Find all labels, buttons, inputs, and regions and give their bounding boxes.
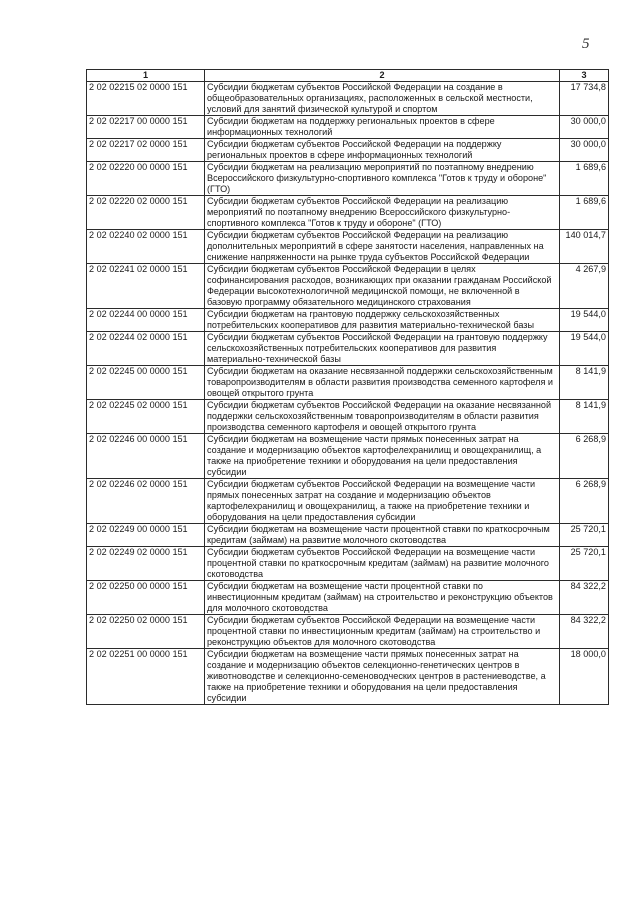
table-row [87,479,609,524]
row-description: Субсидии бюджетам на возмещение части процентной ставки по инвестиционным кредитам (займам) на строительство и реконструкцию объектов для молочного скотоводства [205,581,560,615]
row-code: 2 02 02250 02 0000 151 [87,615,205,649]
row-amount: 1 689,6 [560,162,609,196]
row-code: 2 02 02220 00 0000 151 [87,162,205,196]
row-code: 2 02 02240 02 0000 151 [87,230,205,264]
row-description: Субсидии бюджетам на оказание несвязанной поддержки сельскохозяйственным товаропроизводителям в области развития производства семенного картофеля и овощей открытого грунта [205,366,560,400]
row-code: 2 02 02244 02 0000 151 [87,332,205,366]
row-amount: 1 689,6 [560,196,609,230]
row-amount: 6 268,9 [560,434,609,479]
table-row [87,524,609,547]
table-row [87,649,609,705]
row-description: Субсидии бюджетам субъектов Российской Федерации на возмещение части процентной ставки по инвестиционным кредитам (займам) на строительство и реконструкцию объектов для молочного скотоводства [205,615,560,649]
page-number: 5 [582,36,590,52]
row-code: 2 02 02244 00 0000 151 [87,309,205,332]
table-row [87,434,609,479]
row-amount: 18 000,0 [560,649,609,705]
row-code: 2 02 02220 02 0000 151 [87,196,205,230]
table-header-row [87,70,609,82]
row-amount: 140 014,7 [560,230,609,264]
table-row [87,139,609,162]
row-description: Субсидии бюджетам субъектов Российской Федерации на оказание несвязанной поддержки сельскохозяйственным товаропроизводителям в области развития производства семенного картофеля и овощей открытого грунта [205,400,560,434]
row-description: Субсидии бюджетам на реализацию мероприятий по поэтапному внедрению Всероссийского физкультурно-спортивного комплекса "Готов к труду и обороне" (ГТО) [205,162,560,196]
row-amount: 30 000,0 [560,139,609,162]
row-description: Субсидии бюджетам субъектов Российской Федерации на создание в общеобразовательных организациях, расположенных в сельской местности, условий для занятий физической культурой и спортом [205,82,560,116]
row-amount: 19 544,0 [560,332,609,366]
row-description: Субсидии бюджетам субъектов Российской Федерации на возмещение части прямых понесенных затрат на создание и модернизацию объектов картофелехранилищ и овощехранилищ, а также на приобретение техники и оборудования на цели предоставления субсидии [205,479,560,524]
table-row [87,196,609,230]
header-col-description: 2 [205,70,560,82]
table-body [87,82,609,705]
table-row [87,116,609,139]
table-row [87,581,609,615]
table-row [87,309,609,332]
row-code: 2 02 02245 02 0000 151 [87,400,205,434]
row-amount: 84 322,2 [560,615,609,649]
row-code: 2 02 02251 00 0000 151 [87,649,205,705]
row-description: Субсидии бюджетам на возмещение части процентной ставки по краткосрочным кредитам (займам) на развитие молочного скотоводства [205,524,560,547]
row-description: Субсидии бюджетам на возмещение части прямых понесенных затрат на создание и модернизацию объектов картофелехранилищ и овощехранилищ, а также на приобретение техники и оборудования на цели предоставления субсидии [205,434,560,479]
table-row [87,332,609,366]
table-row [87,366,609,400]
row-code: 2 02 02246 02 0000 151 [87,479,205,524]
row-description: Субсидии бюджетам субъектов Российской Федерации на грантовую поддержку сельскохозяйственных потребительских кооперативов для развития материально-технической базы [205,332,560,366]
row-code: 2 02 02217 00 0000 151 [87,116,205,139]
table-row [87,162,609,196]
table-row [87,615,609,649]
row-amount: 84 322,2 [560,581,609,615]
table-row [87,400,609,434]
table-row [87,547,609,581]
row-amount: 30 000,0 [560,116,609,139]
row-code: 2 02 02249 02 0000 151 [87,547,205,581]
row-code: 2 02 02215 02 0000 151 [87,82,205,116]
row-description: Субсидии бюджетам субъектов Российской Федерации на поддержку региональных проектов в сфере информационных технологий [205,139,560,162]
row-description: Субсидии бюджетам субъектов Российской Федерации на возмещение части процентной ставки по краткосрочным кредитам (займам) на развитие молочного скотоводства [205,547,560,581]
header-col-amount: 3 [560,70,609,82]
row-description: Субсидии бюджетам на грантовую поддержку сельскохозяйственных потребительских кооперативов для развития материально-технической базы [205,309,560,332]
row-amount: 25 720,1 [560,524,609,547]
budget-table [86,69,609,705]
table-row [87,230,609,264]
row-amount: 8 141,9 [560,400,609,434]
row-description: Субсидии бюджетам на поддержку региональных проектов в сфере информационных технологий [205,116,560,139]
row-code: 2 02 02249 00 0000 151 [87,524,205,547]
row-code: 2 02 02241 02 0000 151 [87,264,205,309]
row-description: Субсидии бюджетам на возмещение части прямых понесенных затрат на создание и модернизацию объектов селекционно-генетических центров в животноводстве и селекционно-семеноводческих центров в растениеводстве, а также на приобретение техники и оборудования на цели предоставления субсидии [205,649,560,705]
row-description: Субсидии бюджетам субъектов Российской Федерации в целях софинансирования расходов, возникающих при оказании гражданам Российской Федерации высокотехнологичной медицинской помощи, не включенной в базовую программу обязательного медицинского страхования [205,264,560,309]
row-code: 2 02 02250 00 0000 151 [87,581,205,615]
row-code: 2 02 02246 00 0000 151 [87,434,205,479]
row-description: Субсидии бюджетам субъектов Российской Федерации на реализацию мероприятий по поэтапному внедрению Всероссийского физкультурно-спортивного комплекса "Готов к труду и обороне" (ГТО) [205,196,560,230]
row-description: Субсидии бюджетам субъектов Российской Федерации на реализацию дополнительных мероприятий в сфере занятости населения, направленных на снижение напряженности на рынке труда субъектов Российской Федерации [205,230,560,264]
header-col-code: 1 [87,70,205,82]
row-amount: 25 720,1 [560,547,609,581]
row-amount: 19 544,0 [560,309,609,332]
row-amount: 8 141,9 [560,366,609,400]
row-code: 2 02 02217 02 0000 151 [87,139,205,162]
row-amount: 17 734,8 [560,82,609,116]
table-row [87,264,609,309]
row-amount: 4 267,9 [560,264,609,309]
row-amount: 6 268,9 [560,479,609,524]
table-row [87,82,609,116]
row-code: 2 02 02245 00 0000 151 [87,366,205,400]
